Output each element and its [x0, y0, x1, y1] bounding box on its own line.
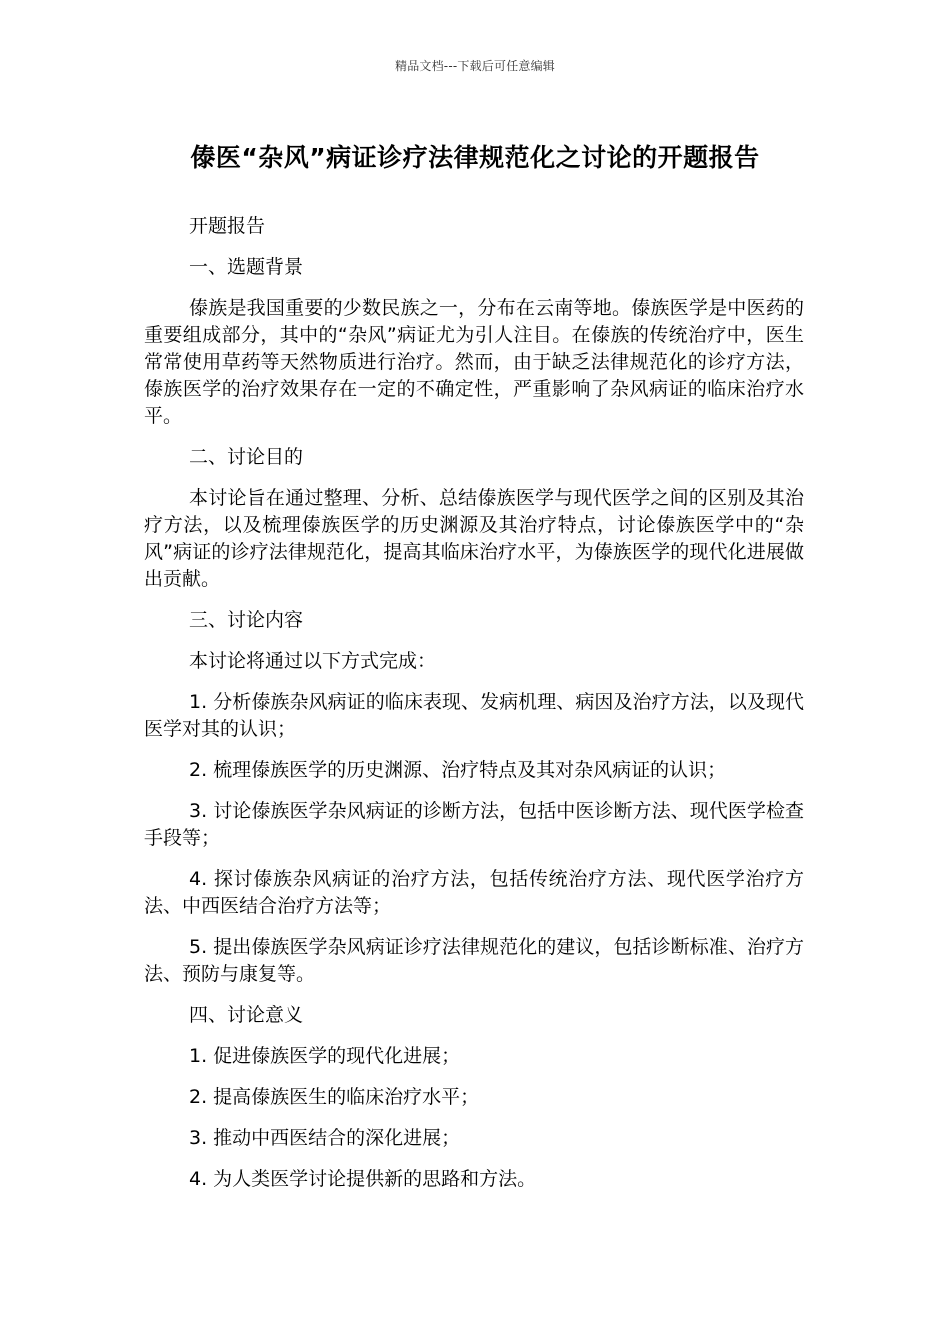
list-item: 4. 为人类医学讨论提供新的思路和方法。	[189, 1168, 537, 1190]
document-body	[144, 213, 804, 1207]
list-item: 1. 分析傣族杂风病证的临床表现、发病机理、病因及治疗方法，以及现代医学对其的认识；	[144, 691, 804, 740]
list-item: 5. 提出傣族医学杂风病证诊疗法律规范化的建议，包括诊断标准、治疗方法、预防与康复等。	[144, 936, 804, 985]
section-heading-significance: 四、讨论意义	[189, 1004, 304, 1026]
section-heading-content: 三、讨论内容	[189, 609, 304, 631]
document-title: 傣医“杂风”病证诊疗法律规范化之讨论的开题报告	[190, 143, 760, 172]
section-heading-purpose: 二、讨论目的	[189, 446, 304, 468]
paragraph-content-intro: 本讨论将通过以下方式完成：	[189, 650, 437, 672]
section-heading-background: 一、选题背景	[189, 256, 304, 278]
list-item: 3. 讨论傣族医学杂风病证的诊断方法，包括中医诊断方法、现代医学检查手段等；	[144, 800, 804, 849]
list-item: 2. 提高傣族医生的临床治疗水平；	[189, 1086, 480, 1108]
list-item: 3. 推动中西医结合的深化进展；	[189, 1127, 461, 1149]
list-item: 1. 促进傣族医学的现代化进展；	[189, 1045, 461, 1067]
paragraph-background: 傣族是我国重要的少数民族之一，分布在云南等地。傣族医学是中医药的重要组成部分，其中的“杂风”病证尤为引人注目。在傣族的传统治疗中，医生常常使用草药等天然物质进行治疗。然而，由于缺乏法律规范化的诊疗方法，傣族医学的治疗效果存在一定的不确定性，严重影响了杂风病证的临床治疗水平。	[144, 297, 804, 427]
section-label: 开题报告	[189, 215, 266, 237]
list-item: 2. 梳理傣族医学的历史渊源、治疗特点及其对杂风病证的认识；	[189, 759, 727, 781]
page-header: 精品文档---下载后可任意编辑	[395, 59, 555, 73]
list-item: 4. 探讨傣族杂风病证的治疗方法，包括传统治疗方法、现代医学治疗方法、中西医结合治疗方法等；	[144, 868, 804, 917]
paragraph-purpose: 本讨论旨在通过整理、分析、总结傣族医学与现代医学之间的区别及其治疗方法，以及梳理傣族医学的历史渊源及其治疗特点，讨论傣族医学中的“杂风”病证的诊疗法律规范化，提高其临床治疗水平，为傣族医学的现代化进展做出贡献。	[144, 487, 804, 590]
